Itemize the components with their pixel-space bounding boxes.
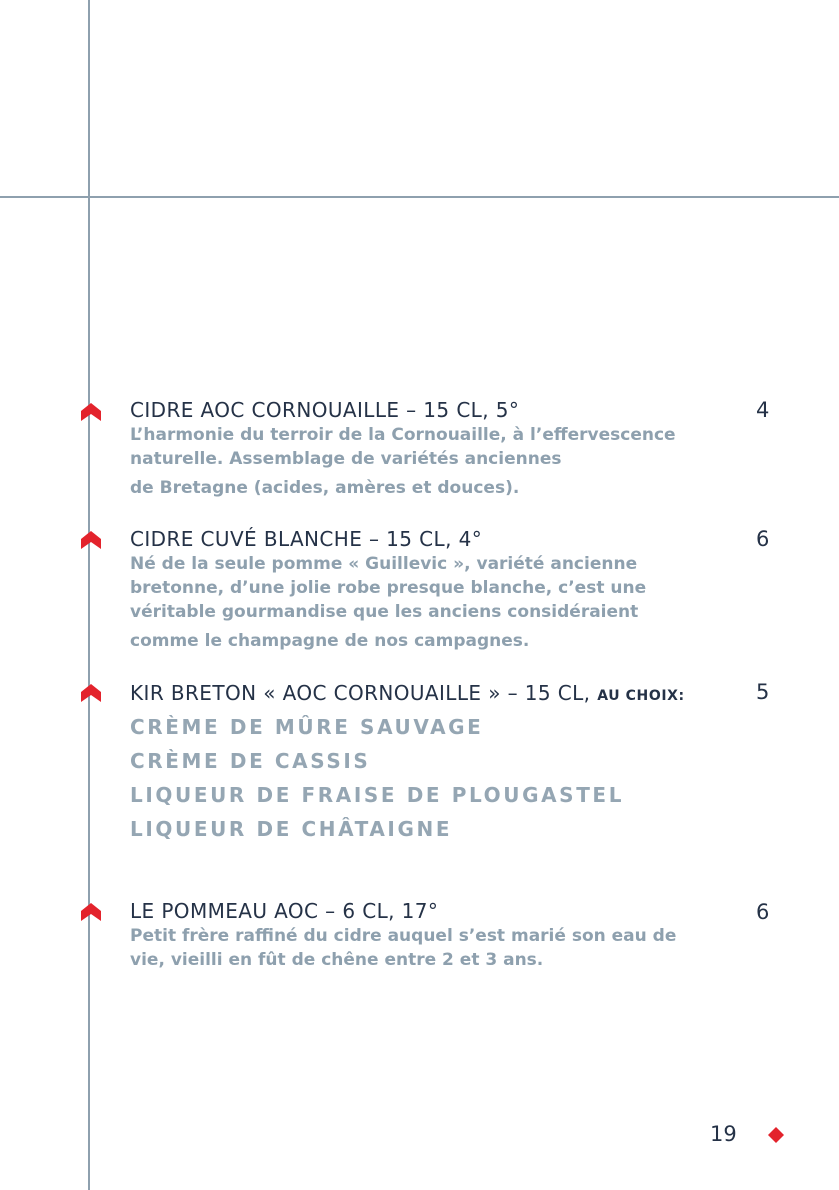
description-line: Né de la seule pomme « Guillevic », variété ancienne [130, 554, 638, 574]
description-line: L’harmonie du terroir de la Cornouaille, à l’effervescence [130, 425, 676, 445]
horizontal-rule [0, 196, 839, 198]
menu-item-title: CIDRE CUVÉ BLANCHE – 15 CL, 4° [130, 527, 483, 551]
menu-item-title: LE POMMEAU AOC – 6 CL, 17° [130, 899, 439, 923]
description-line: Petit frère raffiné du cidre auquel s’est marié son eau de [130, 926, 677, 946]
description-line: véritable gourmandise que les anciens considéraient [130, 602, 639, 622]
choice-item: CRÈME DE CASSIS [130, 749, 371, 773]
ermine-marker-icon [80, 902, 102, 922]
menu-item-price: 5 [756, 680, 770, 704]
ermine-marker-icon [80, 530, 102, 550]
ermine-marker-icon [80, 402, 102, 422]
menu-item-price: 4 [756, 398, 770, 422]
menu-item-title: CIDRE AOC CORNOUAILLE – 15 CL, 5° [130, 398, 520, 422]
menu-item-price: 6 [756, 527, 770, 551]
menu-item-title-suffix: AU CHOIX: [597, 688, 685, 704]
menu-item-title-text: KIR BRETON « AOC CORNOUAILLE » – 15 CL, [130, 681, 591, 705]
choice-item: CRÈME DE MÛRE SAUVAGE [130, 715, 484, 739]
menu-item-title [130, 681, 685, 708]
menu-item-description [130, 924, 676, 972]
menu-item-price: 6 [756, 900, 770, 924]
description-line: naturelle. Assemblage de variétés anciennes [130, 449, 562, 469]
page-number: 19 [710, 1122, 737, 1146]
choice-item: LIQUEUR DE CHÂTAIGNE [130, 817, 453, 841]
choice-item: LIQUEUR DE FRAISE DE PLOUGASTEL [130, 783, 625, 807]
menu-item-description [130, 552, 646, 653]
vertical-rule [88, 0, 90, 1190]
description-line: de Bretagne (acides, amères et douces). [130, 478, 520, 498]
ermine-marker-icon [80, 683, 102, 703]
diamond-icon [767, 1126, 785, 1144]
description-line: vie, vieilli en fût de chêne entre 2 et 3 ans. [130, 950, 544, 970]
choice-list [130, 710, 624, 846]
description-line: comme le champagne de nos campagnes. [130, 631, 530, 651]
menu-item-description [130, 423, 676, 500]
description-line: bretonne, d’une jolie robe presque blanche, c’est une [130, 578, 647, 598]
